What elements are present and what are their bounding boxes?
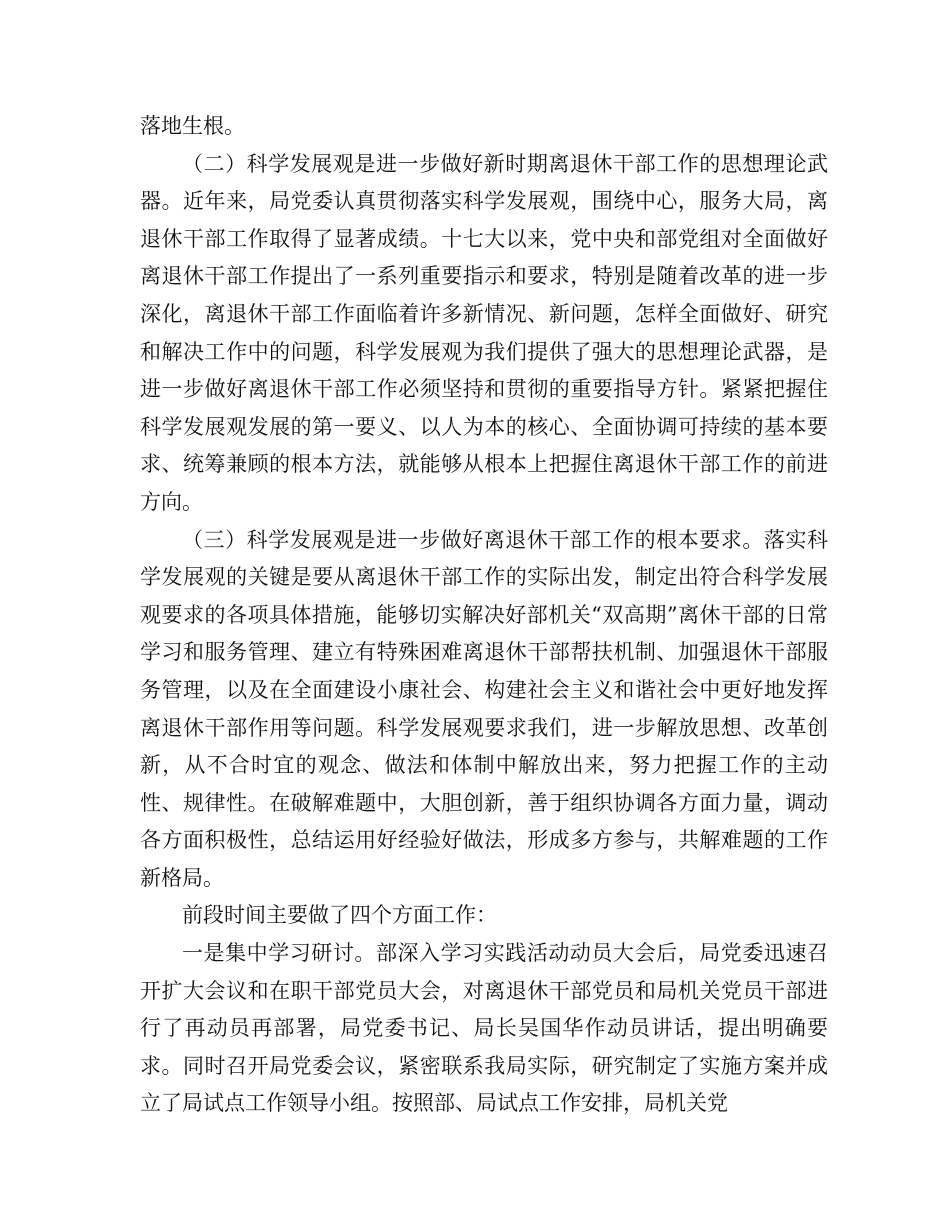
paragraph-5: 一是集中学习研讨。部深入学习实践活动动员大会后，局党委迅速召开扩大会议和在职干部党员大会，对离退休干部党员和局机关党员干部进行了再动员再部署，局党委书记、局长吴国华作动员讲话，提出明确要求。同时召开局党委会议，紧密联系我局实际，研究制定了实施方案并成立了局试点工作领导小组。按照部、局试点工作安排，局机关党 — [140, 941, 828, 1116]
paragraph-1: 落地生根。 — [140, 114, 245, 138]
paragraph-2: （二）科学发展观是进一步做好新时期离退休干部工作的思想理论武器。近年来，局党委认真贯彻落实科学发展观，围绕中心，服务大局，离退休干部工作取得了显著成绩。十七大以来，党中央和部党组对全面做好离退休干部工作提出了一系列重要指示和要求，特别是随着改革的进一步深化，离退休干部工作面临着许多新情况、新问题，怎样全面做好、研究和解决工作中的问题，科学发展观为我们提供了强大的思想理论武器，是进一步做好离退休干部工作必须坚持和贯彻的重要指导方针。紧紧把握住科学发展观发展的第一要义、以人为本的核心、全面协调可持续的基本要求、统筹兼顾的根本方法，就能够从根本上把握住离退休干部工作的前进方向。 — [140, 151, 828, 514]
paragraph-3: （三）科学发展观是进一步做好离退休干部工作的根本要求。落实科学发展观的关键是要从离退休干部工作的实际出发，制定出符合科学发展观要求的各项具体措施，能够切实解决好部机关“双高期”离休干部的日常学习和服务管理、建立有特殊困难离退休干部帮扶机制、加强退休干部服务管理，以及在全面建设小康社会、构建社会主义和谐社会中更好地发挥离退休干部作用等问题。科学发展观要求我们，进一步解放思想、改革创新，从不合时宜的观念、做法和体制中解放出来，努力把握工作的主动性、规律性。在破解难题中，大胆创新，善于组织协调各方面力量，调动各方面积极性，总结运用好经验好做法，形成多方参与，共解难题的工作新格局。 — [140, 527, 828, 890]
paragraph-4: 前段时间主要做了四个方面工作： — [182, 903, 497, 928]
document-body — [140, 108, 828, 1123]
